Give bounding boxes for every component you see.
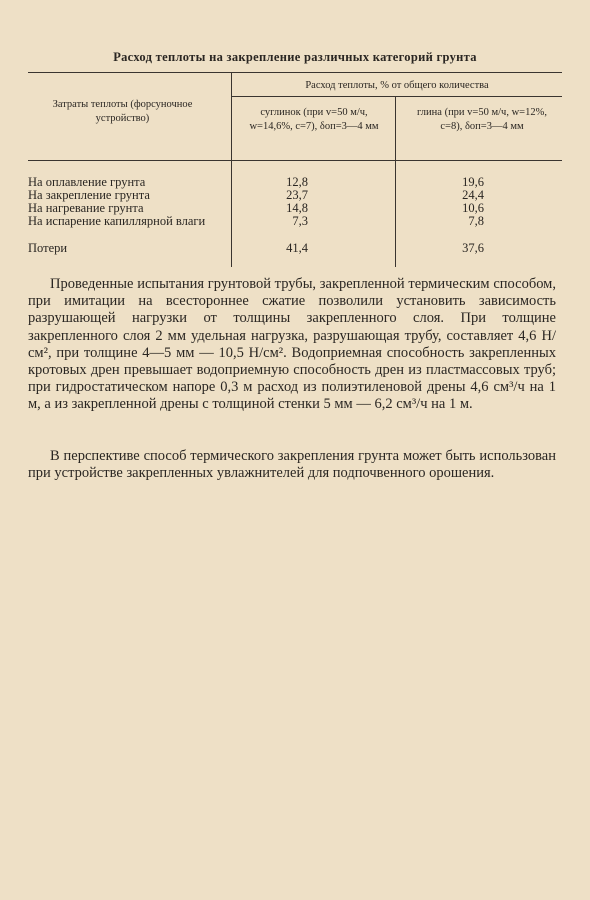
row-label: На нагревание грунта: [28, 201, 144, 215]
loam-value: 41,4: [286, 241, 308, 255]
row-label: На оплавление грунта: [28, 175, 146, 189]
loam-value: 14,8: [286, 201, 308, 215]
header-heat-consumption: Расход теплоты, % от общего количества: [305, 80, 489, 91]
loam-value: 7,3: [292, 214, 308, 228]
clay-value: 10,6: [462, 201, 484, 215]
column-divider-2: [395, 96, 396, 267]
table-caption: Расход теплоты на закрепление различных категорий грунта: [113, 50, 477, 64]
clay-value: 37,6: [462, 241, 484, 255]
row-label: На испарение капиллярной влаги: [28, 214, 206, 228]
loam-value: 23,7: [286, 188, 308, 202]
body-paragraph: В перспективе способ термического закрепления грунта может быть использован при устройстве закрепленных увлажнителей для подпочвенного орошения.: [28, 448, 556, 482]
table-top-rule: [28, 72, 562, 73]
row-label: На закрепление грунта: [28, 188, 150, 202]
header-bottom-rule: [28, 160, 562, 161]
header-clay-column: глина (при v=50 м/ч, w=12%, c=8), δоп=3—4 мм: [417, 107, 547, 132]
loam-value: 12,8: [286, 175, 308, 189]
clay-value: 24,4: [462, 188, 484, 202]
header-sub-rule: [232, 96, 562, 97]
header-cost-column: Затраты теплоты (форсуночное устройство): [52, 99, 193, 124]
row-label: Потери: [28, 241, 68, 255]
column-divider-1: [231, 72, 232, 267]
header-loam-column: суглинок (при v=50 м/ч, w=14,6%, c=7), δоп=3—4 мм: [249, 107, 379, 132]
body-paragraph: Проведенные испытания грунтовой трубы, закрепленной термическим способом, при имитации на всестороннее сжатие позволили установить зависимость разрушающей нагрузки от толщины закрепленного слоя. При толщине закрепленного слоя 2 мм удельная нагрузка, разрушающая трубу, составляет 4,6 Н/см², при толщине 4—5 мм — 10,5 Н/см². Водоприемная способность закрепленных кротовых дрен превышает водоприемную способность дрен из пластмассовых труб; при гидростатическом напоре 0,3 м расход из полиэтиленовой дрены 4,6 см³/ч на 1 м, а из закрепленной дрены с толщиной стенки 5 мм — 6,2 см³/ч на 1 м.: [28, 276, 556, 413]
clay-value: 19,6: [462, 175, 484, 189]
clay-value: 7,8: [468, 214, 484, 228]
